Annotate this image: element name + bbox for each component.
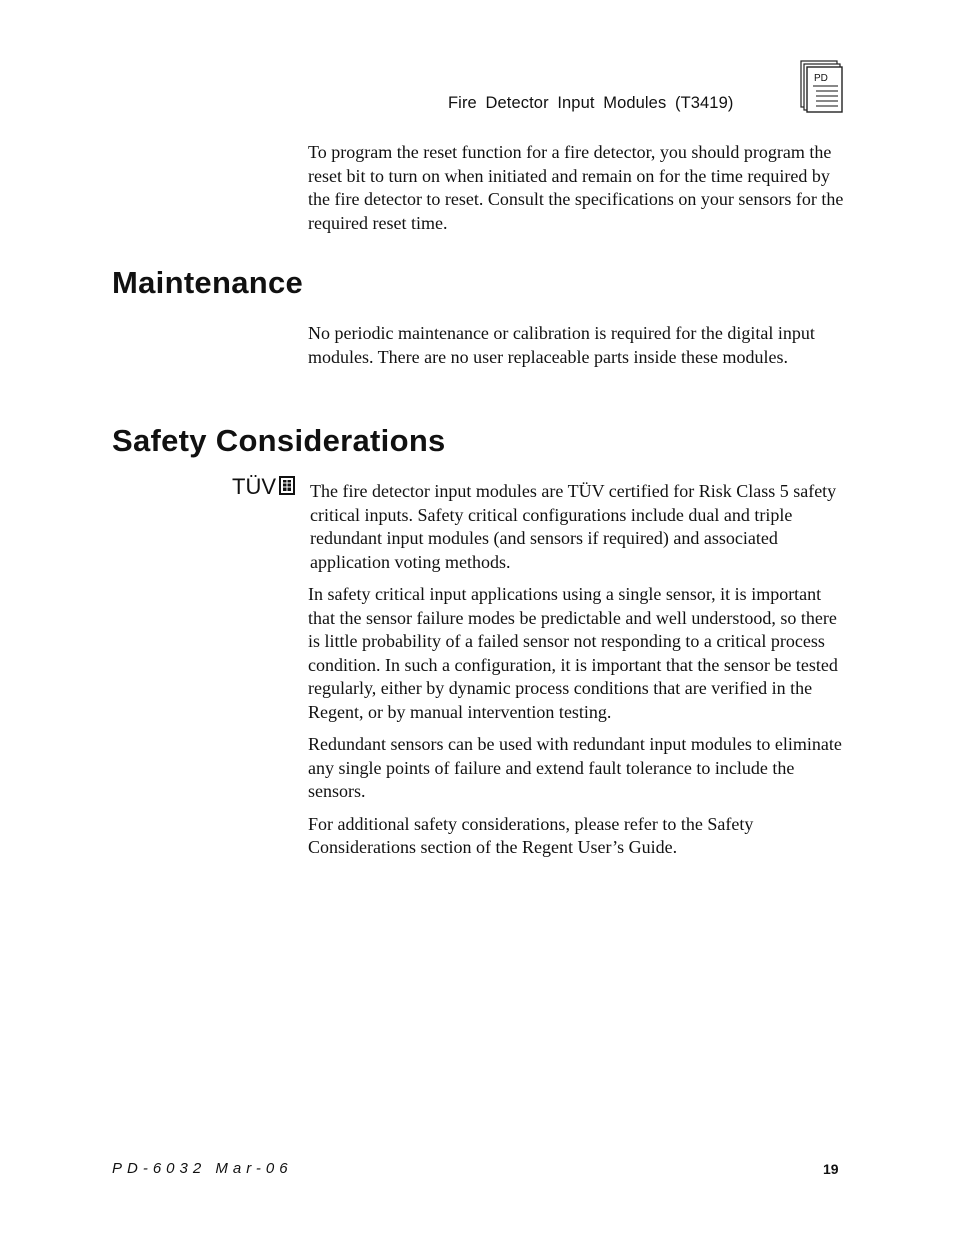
maintenance-heading: Maintenance xyxy=(112,265,304,300)
intro-section xyxy=(308,141,848,244)
footer-document-id: PD-6032 Mar-06 xyxy=(112,1160,293,1177)
pd-logo-text: PD xyxy=(814,73,828,84)
safety-paragraph-2: In safety critical input applications using a single sensor, it is important that the sensor failure modes be predictable and well understood, so there is little probability of a failed sensor not responding to a critical process condition. In such a configuration, it is important that the sensor be tested regularly, either by dynamic process conditions that are verified in the Regent, or by manual intervention testing. xyxy=(308,584,838,722)
tuv-mark-text: TÜV xyxy=(232,474,276,498)
intro-paragraph: To program the reset function for a fire detector, you should program the reset bit to turn on when initiated and remain on for the time required by the fire detector to reset. Consult the specifications on your sensors for the required reset time. xyxy=(308,142,844,233)
safety-heading: Safety Considerations xyxy=(112,423,446,458)
safety-paragraph-1: The fire detector input modules are TÜV certified for Risk Class 5 safety critical inputs. Safety critical configurations include dual and triple redundant input modules (and sensors if required) and associated application voting methods. xyxy=(310,481,837,572)
running-header-title: Fire Detector Input Modules (T3419) xyxy=(448,94,734,112)
safety-paragraph-3: Redundant sensors can be used with redundant input modules to eliminate any single points of failure and extend fault tolerance to include the sensors. xyxy=(308,734,842,801)
safety-paragraph-4: For additional safety considerations, please refer to the Safety Considerations section of the Regent User’s Guide. xyxy=(308,813,754,857)
safety-section xyxy=(308,480,848,869)
maintenance-section xyxy=(308,322,848,378)
footer-page-number: 19 xyxy=(823,1161,839,1177)
maintenance-paragraph: No periodic maintenance or calibration is required for the digital input modules. There are no user replaceable parts inside these modules. xyxy=(308,323,815,367)
tuv-certification-icon xyxy=(232,474,298,498)
pd-document-logo-icon xyxy=(798,58,844,114)
